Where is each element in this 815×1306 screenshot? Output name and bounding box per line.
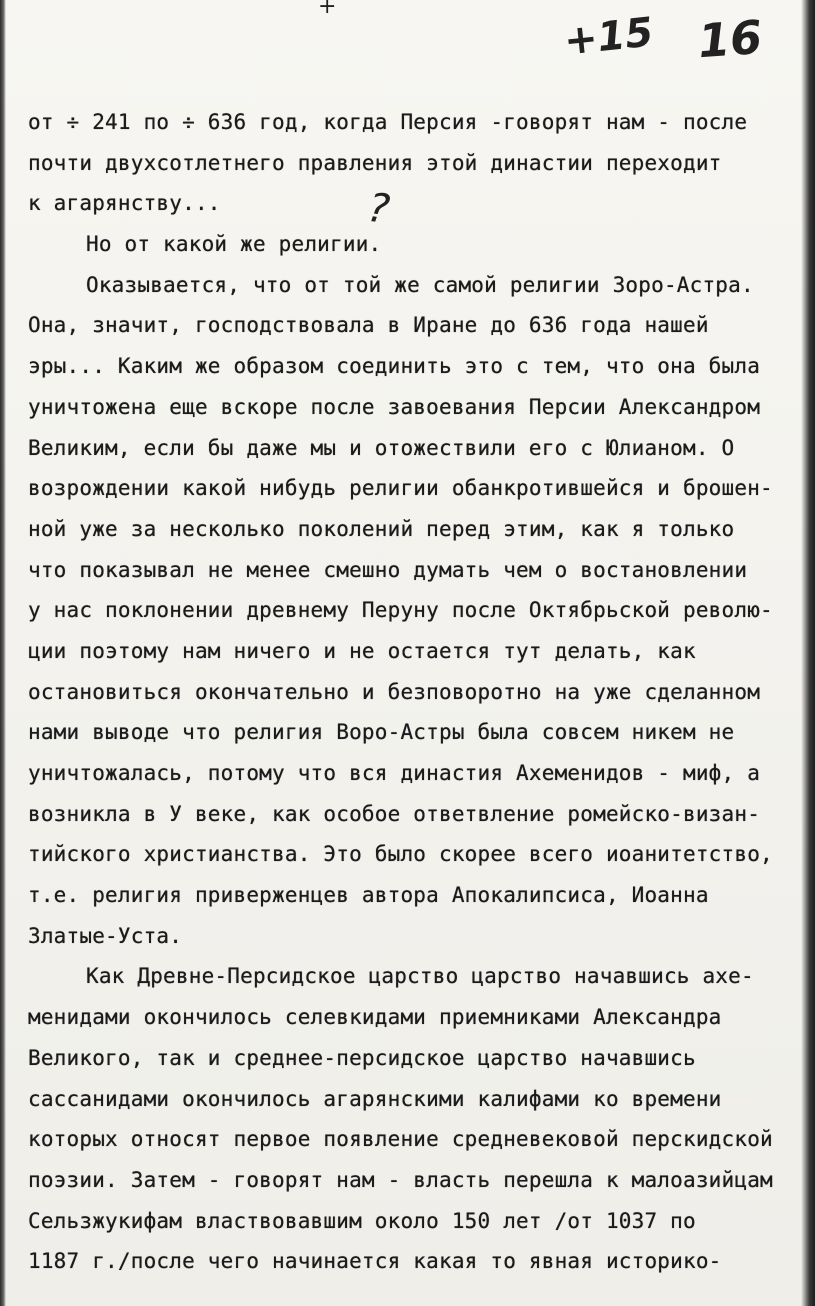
- handwritten-folio-new: 16: [696, 9, 764, 69]
- text-line: сассанидами окончилось агарянскими калифами ко времени: [28, 1086, 722, 1111]
- handwritten-top-mark: +: [318, 0, 337, 19]
- page-scan-edge-right: [801, 0, 815, 1306]
- text-line: Великим, если бы даже мы и отожествили его с Юлианом. О: [28, 435, 735, 460]
- text-line: Сельзжукифам властвовавшим около 150 лет /от 1037 по: [28, 1208, 696, 1233]
- text-line: почти двухсотлетнего правления этой династии переходит: [28, 150, 722, 175]
- text-line: ции поэтому нам ничего и не остается тут делать, как: [28, 638, 696, 663]
- text-line: что показывал не менее смешно думать чем о востановлении: [28, 557, 748, 582]
- text-line: нами выводе что религия Воро-Астры была совсем никем не: [28, 720, 735, 745]
- text-line: поэзии. Затем - говорят нам - власть перешла к малоазийцам: [28, 1167, 773, 1192]
- text-line: к агарянству...: [28, 191, 221, 216]
- text-line: тийского христианства. Это было скорее всего иоанитетство,: [28, 842, 773, 867]
- text-line: Но от какой же религии.: [86, 232, 382, 257]
- text-line: уничтожена еще вскоре после завоевания Персии Александром: [28, 394, 761, 419]
- text-line: уничтожалась, потому что вся династия Ахеменидов - миф, а: [28, 761, 761, 785]
- page-scan-edge-left: [0, 0, 6, 1306]
- text-line: менидами окончилось селевкидами приемниками Александра: [28, 1005, 722, 1030]
- text-line: которых относят первое появление средневековой перскидской: [28, 1127, 773, 1152]
- text-line: 1187 г./после чего начинается какая то явная историко-: [28, 1249, 722, 1274]
- text-line: Великого, так и среднее-персидское царство начавшись: [28, 1045, 696, 1070]
- text-line: ной уже за несколько поколений перед этим, как я только: [28, 516, 735, 541]
- text-line: Златые-Уста.: [28, 923, 183, 948]
- text-line: т.е. религия приверженцев автора Апокалипсиса, Иоанна: [28, 883, 709, 908]
- text-line: Оказывается, что от той же самой религии Зоро-Астра.: [86, 272, 754, 297]
- handwritten-folio-old: +15: [561, 9, 656, 65]
- typewritten-text: [28, 102, 798, 1282]
- text-line: Она, значит, господствовала в Иране до 636 года нашей: [28, 313, 709, 338]
- text-line: от ÷ 241 по ÷ 636 год, когда Персия -говорят нам - после: [28, 110, 748, 134]
- text-line: возникла в У веке, как особое ответвление ромейско-визан-: [28, 801, 761, 826]
- text-line: Как Древне-Персидское царство царство начавшись ахе-: [86, 964, 754, 989]
- handwritten-question-mark: ?: [364, 184, 393, 234]
- text-line: у нас поклонении древнему Перуну после Октябрьской револю-: [28, 598, 773, 623]
- text-line: остановиться окончательно и безповоротно на уже сделанном: [28, 679, 761, 704]
- text-line: возрождении какой нибудь религии обанкротившейся и брошен-: [28, 476, 773, 501]
- text-line: эры... Каким же образом соединить это с тем, что она была: [28, 354, 761, 379]
